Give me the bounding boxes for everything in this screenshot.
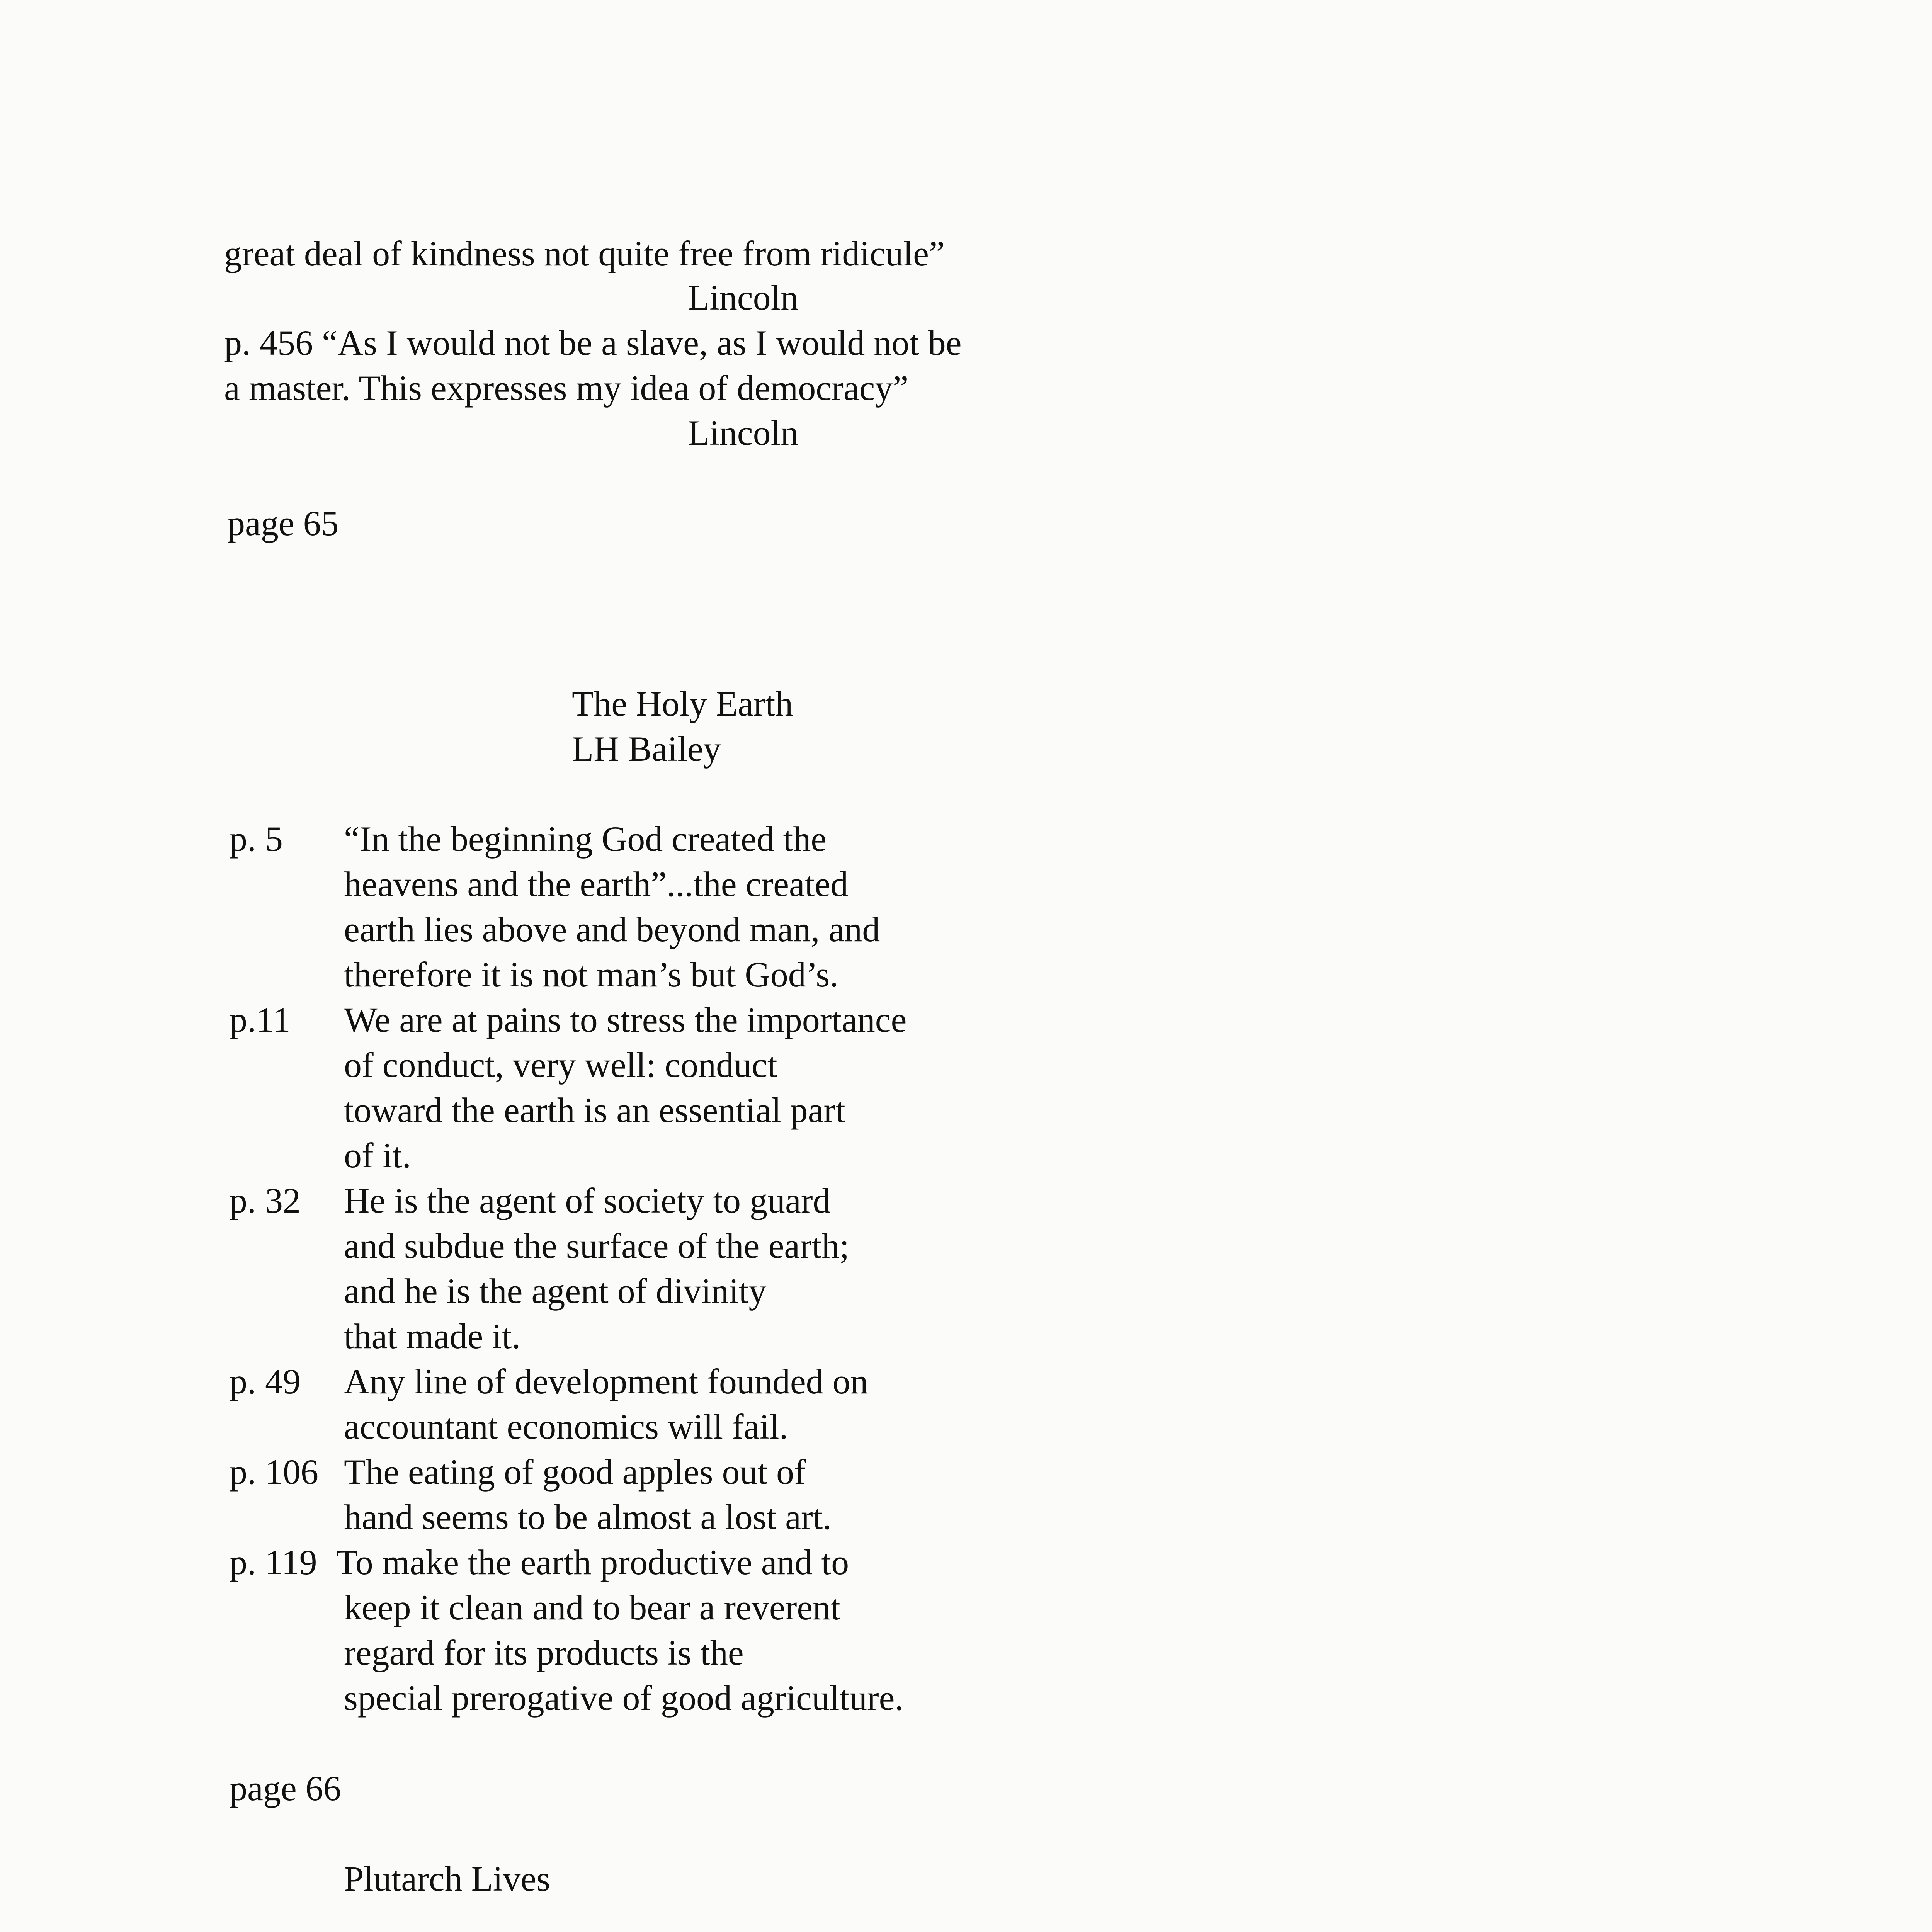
book-author-bailey: LH Bailey [572, 729, 721, 769]
entry-ref: p. 106 [230, 1452, 318, 1492]
lincoln-quote-line-3: a master. This expresses my idea of democracy” [224, 368, 909, 408]
entry-line: heavens and the earth”...the created [344, 864, 849, 904]
entry-line: special prerogative of good agriculture. [344, 1678, 904, 1718]
entry-line: keep it clean and to bear a reverent [344, 1588, 840, 1627]
entry-line: hand seems to be almost a lost art. [344, 1497, 832, 1537]
entry-line: and he is the agent of divinity [344, 1271, 767, 1311]
entry-line: therefore it is not man’s but God’s. [344, 955, 839, 994]
entry-ref: p. 5 [230, 819, 283, 859]
book-title-holy-earth: The Holy Earth [572, 684, 793, 723]
entry-line: of conduct, very well: conduct [344, 1045, 777, 1085]
entry-line: We are at pains to stress the importance [344, 1000, 907, 1039]
entry-ref: p.11 [230, 1000, 291, 1039]
entry-line: Any line of development founded on [344, 1362, 868, 1401]
entry-line: He is the agent of society to guard [344, 1181, 831, 1220]
entry-line: earth lies above and beyond man, and [344, 910, 880, 949]
lincoln-quote-line-1: great deal of kindness not quite free from ridicule” [224, 234, 945, 273]
entry-line: and subdue the surface of the earth; [344, 1226, 849, 1265]
lincoln-attribution-2: Lincoln [688, 413, 799, 452]
entry-line: accountant economics will fail. [344, 1407, 788, 1446]
entry-line: The eating of good apples out of [344, 1452, 806, 1492]
entry-line: To make the earth productive and to [336, 1543, 849, 1582]
page-number-65: page 65 [227, 503, 339, 543]
page-number-66: page 66 [230, 1769, 341, 1808]
entry-ref: p. 32 [230, 1181, 301, 1220]
entry-line: that made it. [344, 1316, 521, 1356]
entry-line: toward the earth is an essential part [344, 1090, 845, 1130]
entry-ref: p. 119 [230, 1543, 317, 1582]
entry-line: “In the beginning God created the [344, 819, 827, 859]
lincoln-quote-line-2: p. 456 “As I would not be a slave, as I would not be [224, 323, 962, 362]
book-title-plutarch: Plutarch Lives [344, 1859, 550, 1898]
lincoln-attribution-1: Lincoln [688, 278, 799, 317]
entry-line: of it. [344, 1136, 411, 1175]
entry-ref: p. 49 [230, 1362, 301, 1401]
entry-line: regard for its products is the [344, 1633, 744, 1672]
